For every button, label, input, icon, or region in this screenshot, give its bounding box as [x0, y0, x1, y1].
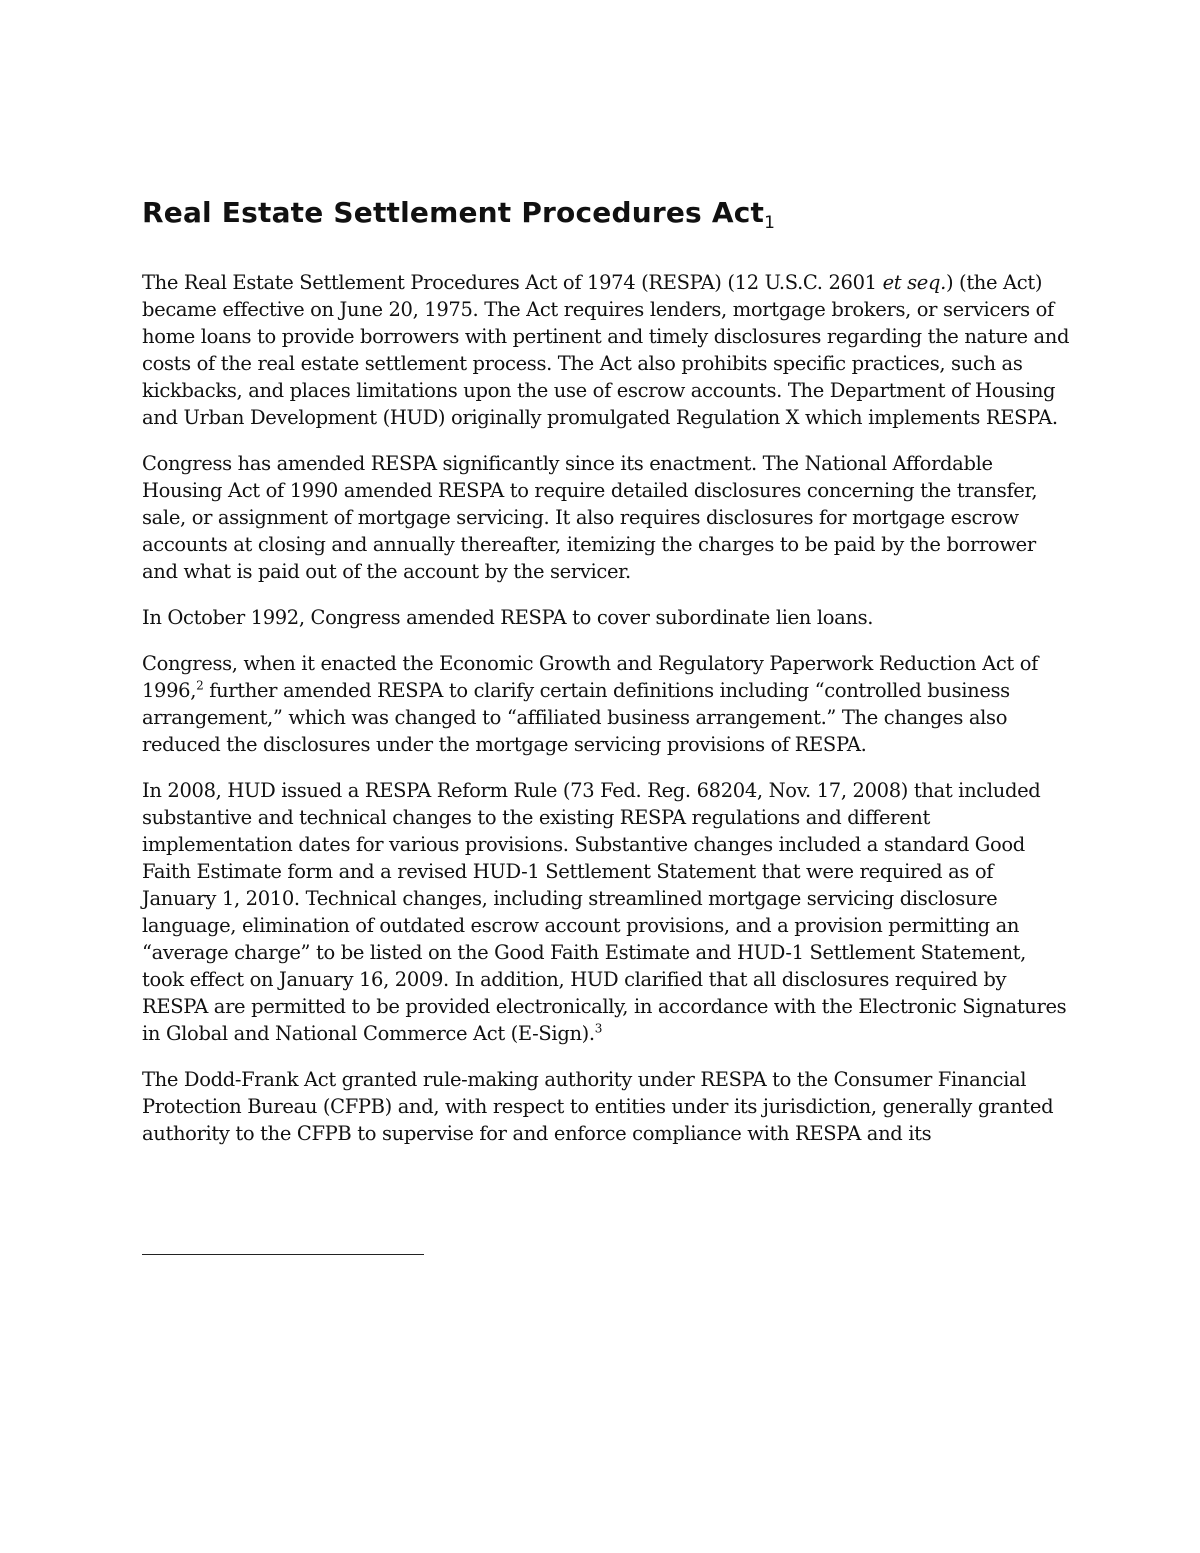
title-footnote-marker: 1 — [764, 213, 776, 233]
p1-text-start: The Real Estate Settlement Procedures Act of 1974 (RESPA) (12 U.S.C. 2601 — [142, 271, 883, 294]
page-title — [142, 196, 1072, 233]
paragraph-congress-amendments: Congress has amended RESPA significantly since its enactment. The National Affordable Housing Act of 1990 amended RESPA to require detailed disclosures concerning the transfer, sale, or assignment of mortgage servicing. It also requires disclosures for mortgage escrow accounts at closing and annually thereafter, itemizing the charges to be paid by the borrower and what is paid out of the account by the servicer. — [142, 452, 1038, 583]
paragraph-dodd-frank: The Dodd-Frank Act granted rule-making authority under RESPA to the Consumer Financial Protection Bureau (CFPB) and, with respect to entities under its jurisdiction, generally granted authority to the CFPB to supervise for and enforce compliance with RESPA and its — [142, 1068, 1054, 1145]
paragraph-1996-amendment — [142, 650, 1072, 758]
paragraph-respa-intro — [142, 269, 1072, 431]
document-page — [142, 196, 1072, 1166]
paragraph-october-1992: In October 1992, Congress amended RESPA to cover subordinate lien loans. — [142, 606, 874, 629]
footnote-marker-2: 2 — [196, 678, 204, 693]
p4-text-start: Congress, when it enacted the Economic Growth and Regulatory Paperwork Reduction Act of 1996, — [142, 652, 1038, 702]
footnote-marker-3: 3 — [594, 1021, 603, 1036]
p5-text: In 2008, HUD issued a RESPA Reform Rule (73 Fed. Reg. 68204, Nov. 17, 2008) that included substantive and technical changes to the existing RESPA regulations and different implementation dates for various provisions. Substantive changes included a standard Good Faith Estimate form and a revised HUD-1 Settlement Statement that were required as of January 1, 2010. Technical changes, including streamlined mortgage servicing disclosure language, elimination of outdated escrow account provisions, and a provision permitting an “average charge” to be listed on the Good Faith Estimate and HUD-1 Settlement Statement, took effect on January 16, 2009. In addition, HUD clarified that all disclosures required by RESPA are permitted to be provided electronically, in accordance with the Electronic Signatures in Global and National Commerce Act (E-Sign). — [142, 779, 1067, 1045]
page-title-text: Real Estate Settlement Procedures Act — [142, 196, 765, 229]
p1-text-end: ) (the Act) became effective on June 20, 1975. The Act requires lenders, mortgage brokers, or servicers of home loans to provide borrowers with pertinent and timely disclosures regarding the nature and costs of the real estate settlement process. The Act also prohibits specific practices, such as kickbacks, and places limitations upon the use of escrow accounts. The Department of Housing and Urban Development (HUD) originally promulgated Regulation X which implements RESPA. — [142, 271, 1070, 429]
paragraph-2008-reform-rule — [142, 777, 1072, 1047]
p4-text-end: further amended RESPA to clarify certain definitions including “controlled business arrangement,” which was changed to “affiliated business arrangement.” The changes also reduced the disclosures under the mortgage servicing provisions of RESPA. — [142, 679, 1010, 756]
p1-italic-et-seq: et seq. — [882, 271, 946, 294]
footnote-separator-line — [142, 1254, 424, 1255]
